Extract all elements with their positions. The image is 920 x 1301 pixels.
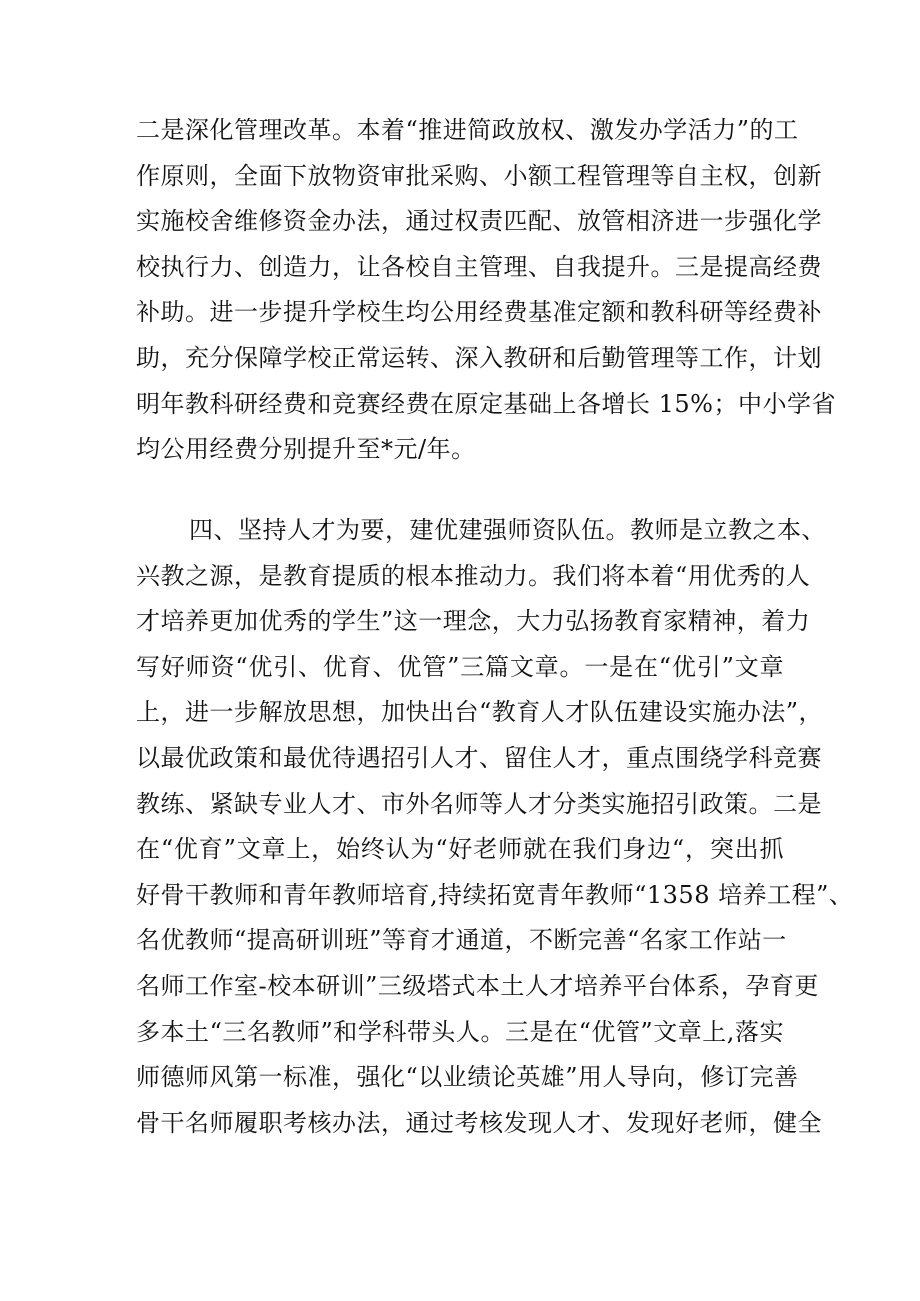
paragraph-management-reform bbox=[136, 108, 836, 473]
text-line: 多本土“三名教师”和学科带头人。三是在“优管”文章上,落实 bbox=[136, 1017, 784, 1046]
text-line: 均公用经费分别提升至*元/年。 bbox=[136, 435, 476, 464]
text-line: 校执行力、创造力，让各校自主管理、自我提升。三是提高经费 bbox=[136, 252, 822, 281]
text-line: 师德师风第一标准，强化“以业绩论英雄”用人导向，修订完善 bbox=[136, 1063, 799, 1092]
text-line: 以最优政策和最优待遇招引人才、留住人才，重点围绕学科竞赛 bbox=[136, 743, 822, 772]
text-line: 二是深化管理改革。本着“推进简政放权、激发办学活力”的工 bbox=[136, 116, 799, 144]
text-line: 好骨干教师和青年教师培育,持续拓宽青年教师“1358 培养工程”、 bbox=[136, 880, 854, 909]
text-line: 才培养更加优秀的学生”这一理念，大力弘扬教育家精神，着力 bbox=[136, 607, 811, 636]
text-line: 写好师资“优引、优育、优管”三篇文章。一是在“优引”文章 bbox=[136, 652, 784, 681]
text-line: 兴教之源，是教育提质的根本推动力。我们将本着“用优秀的人 bbox=[136, 561, 811, 590]
text-line: 上，进一步解放思想，加快出台“教育人才队伍建设实施办法”， bbox=[136, 698, 824, 727]
text-line-indented: 四、坚持人才为要，建优建强师资队伍。教师是立教之本、 bbox=[189, 516, 826, 544]
text-line: 名师工作室-校本研训”三级塔式本土人才培养平台体系，孕育更 bbox=[136, 971, 819, 1000]
text-line: 助，充分保障学校正常运转、深入教研和后勤管理等工作，计划 bbox=[136, 343, 822, 372]
text-line: 在“优育”文章上，始终认为“好老师就在我们身边“，突出抓 bbox=[136, 835, 784, 864]
text-line: 骨干名师履职考核办法，通过考核发现人才、发现好老师，健全 bbox=[136, 1108, 822, 1137]
paragraph-talent-teachers bbox=[136, 508, 854, 1146]
text-line: 教练、紧缺专业人才、市外名师等人才分类实施招引政策。二是 bbox=[136, 789, 822, 818]
text-line: 名优教师“提高研训班”等育才通道，不断完善“名家工作站一 bbox=[136, 926, 787, 955]
text-line: 补助。进一步提升学校生均公用经费基准定额和教科研等经费补 bbox=[136, 298, 822, 327]
text-line: 作原则，全面下放物资审批采购、小额工程管理等自主权，创新 bbox=[136, 161, 822, 190]
text-line: 明年教科研经费和竞赛经费在原定基础上各增长 15%；中小学省 bbox=[136, 389, 836, 418]
text-line: 实施校舍维修资金办法，通过权责匹配、放管相济进一步强化学 bbox=[136, 207, 822, 236]
